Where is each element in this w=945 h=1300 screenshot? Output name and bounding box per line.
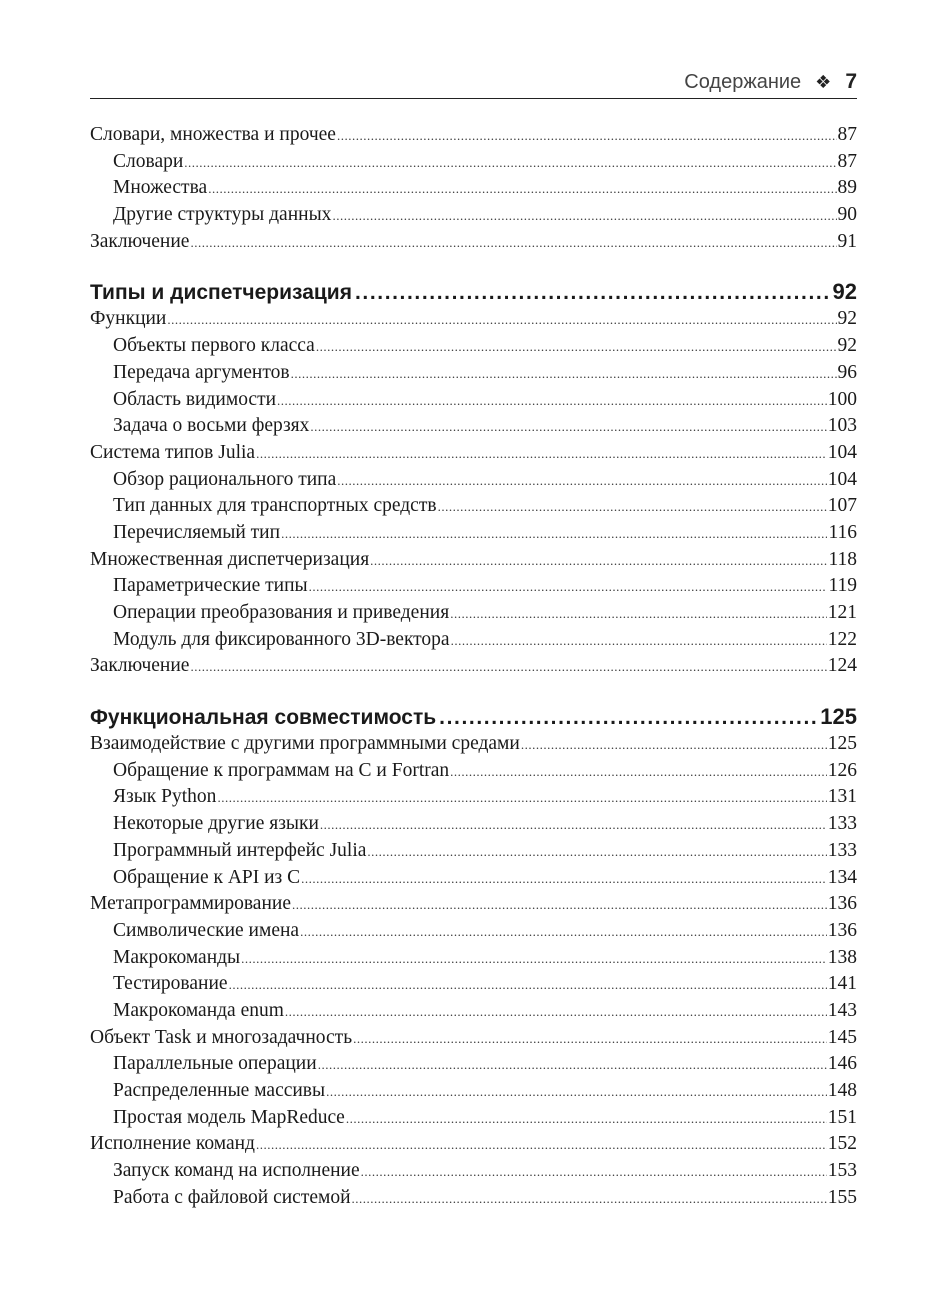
- toc-page-number: 125: [820, 704, 857, 730]
- toc-entry-title: Область видимости: [113, 388, 277, 410]
- toc-page-number: 148: [827, 1080, 857, 1101]
- diamond-separator-icon: ❖: [815, 71, 832, 93]
- dot-leader: [316, 334, 837, 361]
- toc-subsection-entry[interactable]: [90, 971, 857, 998]
- dot-leader: [367, 839, 826, 866]
- dot-leader: [521, 732, 827, 759]
- table-of-contents: [90, 122, 857, 1211]
- dot-leader: [346, 1106, 827, 1133]
- toc-page-number: 92: [837, 308, 857, 330]
- toc-subsection-entry[interactable]: [90, 1078, 857, 1105]
- dot-leader: [337, 468, 826, 495]
- toc-entry-title: Тестирование: [113, 973, 228, 995]
- toc-section-entry[interactable]: [90, 122, 857, 149]
- toc-entry-title: Множественная диспетчеризация: [90, 548, 370, 570]
- toc-page-number: 96: [837, 361, 857, 383]
- toc-entry-title: Параметрические типы: [113, 575, 308, 597]
- dot-leader: [439, 704, 817, 732]
- toc-page-number: 104: [827, 468, 857, 490]
- dot-leader: [451, 628, 827, 655]
- toc-page-number: 103: [827, 415, 857, 437]
- toc-entry-title: Тип данных для транспортных средств: [113, 495, 437, 517]
- toc-entry-title: Программный интерфейс Julia: [113, 839, 367, 861]
- dot-leader: [184, 150, 836, 177]
- toc-page-number: 155: [827, 1186, 857, 1208]
- toc-page-number: 104: [827, 441, 857, 463]
- toc-entry-title: Макрокоманды: [113, 946, 241, 968]
- toc-section-entry[interactable]: [90, 440, 857, 467]
- toc-subsection-entry[interactable]: [90, 1051, 857, 1078]
- toc-entry-title: Задача о восьми ферзях: [113, 415, 310, 437]
- toc-page-number: 107: [827, 495, 857, 517]
- dot-leader: [326, 1079, 827, 1106]
- toc-entry-title: Символические имена: [113, 919, 300, 941]
- dot-leader: [332, 203, 836, 230]
- toc-page-number: 146: [827, 1053, 857, 1075]
- toc-page-number: 143: [827, 999, 857, 1021]
- toc-entry-title: Макрокоманда enum: [113, 999, 284, 1021]
- toc-entry-title: Язык Python: [113, 786, 217, 808]
- dot-leader: [301, 866, 827, 893]
- toc-subsection-entry[interactable]: [90, 1105, 857, 1132]
- toc-entry-title: Словари: [113, 150, 184, 172]
- dot-leader: [361, 1159, 827, 1186]
- toc-subsection-entry[interactable]: [90, 918, 857, 945]
- toc-section-entry[interactable]: [90, 1025, 857, 1052]
- dot-leader: [292, 892, 827, 919]
- dot-leader: [450, 759, 827, 786]
- toc-page-number: 124: [827, 655, 857, 677]
- toc-subsection-entry[interactable]: [90, 467, 857, 494]
- toc-chapter-heading[interactable]: [90, 278, 857, 306]
- dot-leader: [291, 361, 837, 388]
- toc-page-number: 138: [827, 946, 857, 968]
- dot-leader: [229, 972, 827, 999]
- toc-entry-title: Параллельные операции: [113, 1053, 317, 1075]
- dot-leader: [285, 999, 827, 1026]
- toc-section-entry[interactable]: [90, 1131, 857, 1158]
- toc-page-number: 134: [827, 866, 857, 888]
- toc-page-number: 136: [827, 919, 857, 941]
- dot-leader: [337, 123, 837, 150]
- toc-subsection-entry[interactable]: [90, 360, 857, 387]
- toc-page-number: 90: [837, 204, 857, 226]
- toc-page-number: 125: [827, 733, 857, 755]
- header-page-number: 7: [845, 70, 857, 93]
- dot-leader: [256, 1132, 827, 1159]
- toc-page-number: 87: [837, 150, 857, 172]
- header-title: Содержание: [684, 70, 802, 93]
- toc-subsection-entry[interactable]: [90, 202, 857, 229]
- toc-subsection-entry[interactable]: [90, 811, 857, 838]
- toc-subsection-entry[interactable]: [90, 1158, 857, 1185]
- toc-entry-title: Обращение к программам на C и Fortran: [113, 759, 450, 781]
- dot-leader: [281, 521, 827, 548]
- toc-section-entry[interactable]: [90, 547, 857, 574]
- toc-entry-title: Словари, множества и прочее: [90, 124, 336, 145]
- toc-entry-title: Обзор рационального типа: [113, 468, 337, 490]
- toc-page-number: 116: [828, 521, 857, 543]
- toc-page-number: 141: [827, 973, 857, 995]
- toc-entry-title: Исполнение команд: [90, 1133, 255, 1155]
- running-header: [90, 66, 857, 99]
- toc-entry-title: Функции: [90, 308, 167, 330]
- toc-subsection-entry[interactable]: [90, 520, 857, 547]
- dot-leader: [310, 414, 826, 441]
- dot-leader: [217, 785, 826, 812]
- toc-entry-title: Множества: [113, 177, 208, 199]
- toc-entry-title: Работа с файловой системой: [113, 1186, 351, 1208]
- toc-page-number: 89: [837, 177, 857, 199]
- toc-entry-title: Простая модель MapReduce: [113, 1106, 345, 1128]
- toc-page-number: 91: [837, 230, 857, 252]
- toc-page-number: 118: [828, 548, 857, 570]
- toc-page-number: 133: [827, 839, 857, 861]
- dot-leader: [309, 574, 828, 601]
- toc-chapter-heading[interactable]: [90, 703, 857, 731]
- dot-leader: [320, 812, 827, 839]
- toc-entry-title: Объект Task и многозадачность: [90, 1026, 353, 1048]
- toc-entry-title: Типы и диспетчеризация: [90, 281, 352, 305]
- dot-leader: [241, 946, 827, 973]
- dot-leader: [208, 176, 836, 203]
- toc-subsection-entry[interactable]: [90, 784, 857, 811]
- toc-subsection-entry[interactable]: [90, 387, 857, 414]
- toc-section-entry[interactable]: [90, 229, 857, 256]
- toc-entry-title: Заключение: [90, 655, 190, 677]
- toc-entry-title: Распределенные массивы: [113, 1080, 326, 1101]
- dot-leader: [300, 919, 827, 946]
- dot-leader: [352, 1186, 827, 1213]
- toc-entry-title: Операции преобразования и приведения: [113, 602, 450, 623]
- dot-leader: [318, 1052, 827, 1079]
- toc-page-number: 100: [827, 388, 857, 410]
- toc-subsection-entry[interactable]: [90, 865, 857, 892]
- toc-entry-title: Объекты первого класса: [113, 335, 315, 357]
- toc-page-number: 87: [837, 124, 857, 145]
- dot-leader: [277, 388, 827, 415]
- toc-section-entry[interactable]: [90, 306, 857, 333]
- toc-subsection-entry[interactable]: [90, 998, 857, 1025]
- toc-page-number: 152: [827, 1133, 857, 1155]
- toc-page-number: 153: [827, 1160, 857, 1182]
- toc-page-number: 92: [837, 335, 857, 357]
- dot-leader: [190, 230, 836, 257]
- toc-entry-title: Перечисляемый тип: [113, 521, 281, 543]
- toc-entry-title: Взаимодействие с другими программными средами: [90, 733, 520, 755]
- toc-entry-title: Обращение к API из C: [113, 866, 301, 888]
- toc-subsection-entry[interactable]: [90, 149, 857, 176]
- toc-entry-title: Передача аргументов: [113, 361, 290, 383]
- dot-leader: [370, 548, 827, 575]
- toc-entry-title: Функциональная совместимость: [90, 706, 437, 730]
- dot-leader: [256, 441, 827, 468]
- toc-entry-title: Заключение: [90, 230, 190, 252]
- toc-entry-title: Система типов Julia: [90, 441, 256, 463]
- dot-leader: [167, 307, 836, 334]
- toc-page-number: 133: [827, 813, 857, 835]
- toc-subsection-entry[interactable]: [90, 175, 857, 202]
- toc-entry-title: Некоторые другие языки: [113, 813, 319, 835]
- toc-page-number: 131: [827, 786, 857, 808]
- toc-section-entry[interactable]: [90, 891, 857, 918]
- toc-subsection-entry[interactable]: [90, 413, 857, 440]
- toc-page-number: 151: [827, 1106, 857, 1128]
- toc-entry-title: Запуск команд на исполнение: [113, 1160, 360, 1182]
- toc-page-number: 119: [828, 575, 857, 597]
- toc-subsection-entry[interactable]: [90, 600, 857, 627]
- toc-page-number: 121: [827, 602, 857, 623]
- toc-subsection-entry[interactable]: [90, 493, 857, 520]
- toc-subsection-entry[interactable]: [90, 573, 857, 600]
- toc-section-entry[interactable]: [90, 653, 857, 680]
- toc-section-entry[interactable]: [90, 731, 857, 758]
- toc-subsection-entry[interactable]: [90, 758, 857, 785]
- toc-subsection-entry[interactable]: [90, 1185, 857, 1212]
- toc-page-number: 92: [832, 279, 857, 305]
- toc-page-number: 126: [827, 759, 857, 781]
- dot-leader: [450, 601, 827, 628]
- toc-entry-title: Модуль для фиксированного 3D-вектора: [113, 628, 450, 650]
- dot-leader: [353, 1026, 827, 1053]
- dot-leader: [438, 494, 827, 521]
- toc-subsection-entry[interactable]: [90, 333, 857, 360]
- toc-subsection-entry[interactable]: [90, 838, 857, 865]
- toc-entry-title: Другие структуры данных: [113, 204, 332, 226]
- dot-leader: [190, 654, 826, 681]
- toc-page-number: 145: [827, 1026, 857, 1048]
- toc-subsection-entry[interactable]: [90, 627, 857, 654]
- toc-subsection-entry[interactable]: [90, 945, 857, 972]
- toc-page-number: 136: [827, 893, 857, 915]
- toc-entry-title: Метапрограммирование: [90, 893, 291, 915]
- toc-page-number: 122: [827, 628, 857, 650]
- dot-leader: [355, 279, 830, 307]
